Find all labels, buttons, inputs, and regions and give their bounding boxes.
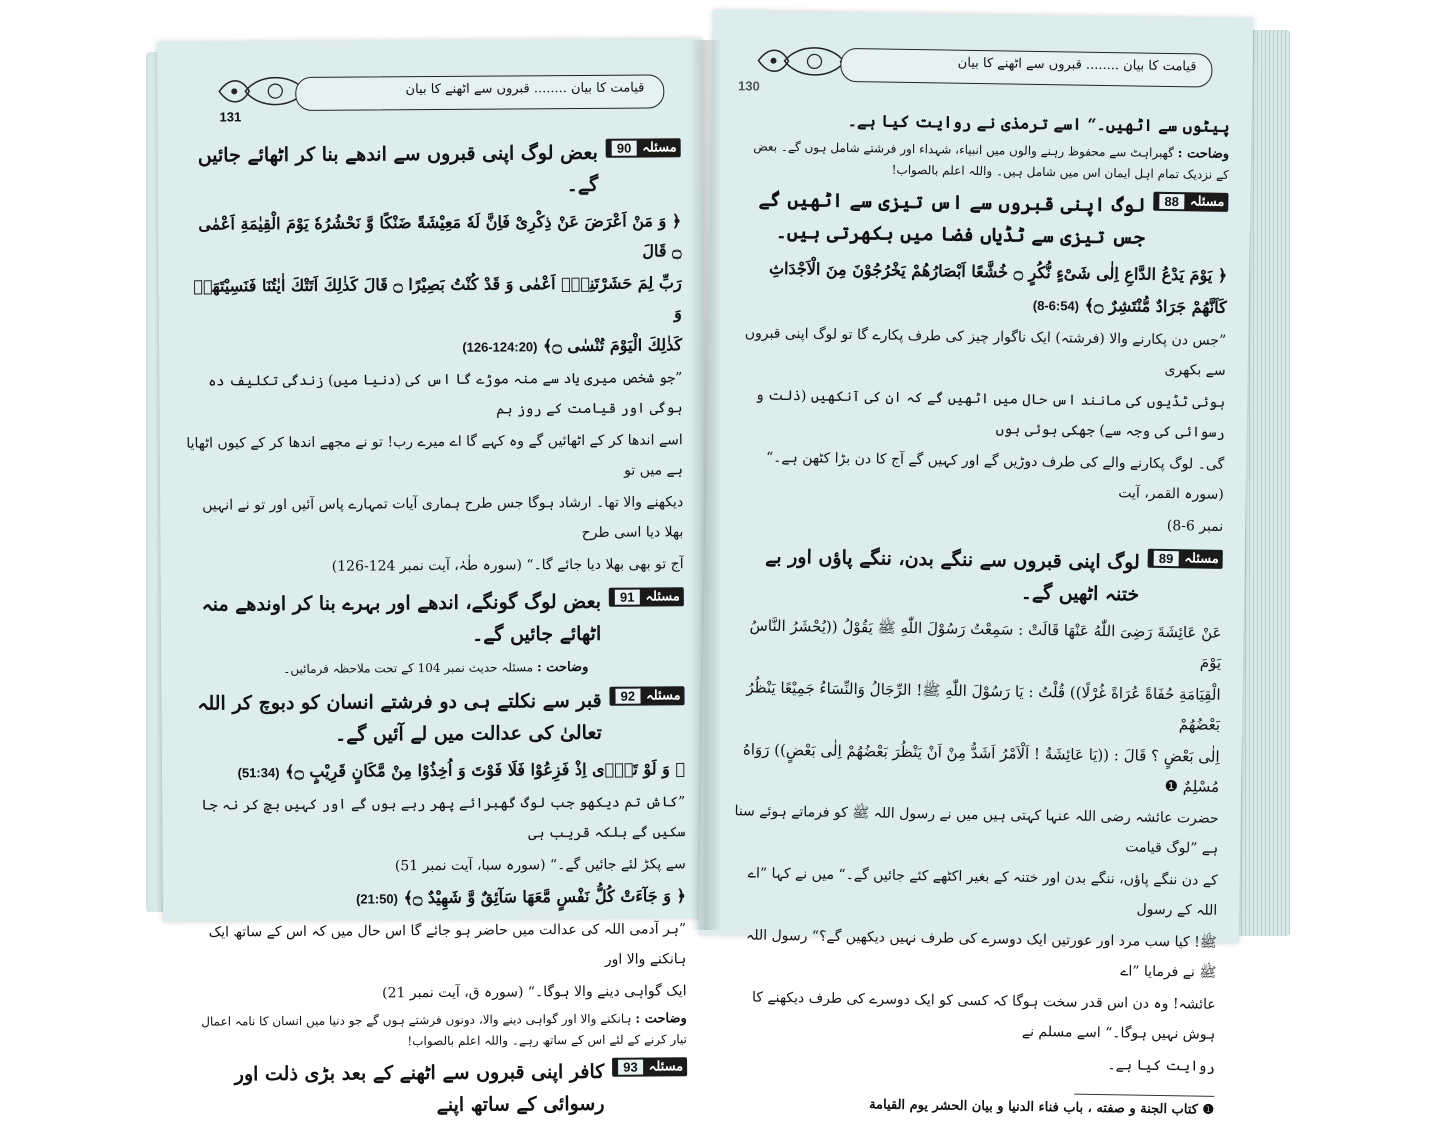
masala-badge: مسئلہ 91 — [609, 587, 684, 607]
urdu-translation: اسے اندھا کر کے اٹھائیں گے وہ کہے گا اے میرے رب! تو نے مجھے اندھا کر کے کیوں اٹھایا ہے میں تو — [186, 432, 683, 479]
urdu-translation: آج تو بھی بھلا دیا جائے گا۔“ (سورہ طٰہٰ، آیت نمبر 124-126) — [331, 556, 684, 575]
verse-reference: (51:34) — [237, 765, 280, 781]
masala-title: کافر اپنی قبروں سے اٹھنے کے بعد بڑی ذلت اور رسوائی کے ساتھ اپنے — [234, 1060, 605, 1116]
page-content — [184, 130, 687, 1116]
explanation-note: وضاحت : ہانکنے والا اور گواہی دینے والا، دونوں فرشتے ہوں گے جو دنیا میں انسان کا نامہ اعمال تیار کرنے کے لئے اس کے ساتھ رہے۔ واللہ اعلم بالصواب! — [201, 1011, 687, 1049]
urdu-translation: کے دن ننگے پاؤں، ننگے بدن اور ختنہ کے بغیر اکٹھے کئے جائیں گے۔“ میں نے کہا ”اے اللہ کے رسول — [747, 865, 1218, 919]
urdu-text: پیٹوں سے اٹھیں۔“ اسے ترمذی نے روایت کیا ہے۔ — [847, 110, 1230, 136]
hadith-text: عَنْ عَائِشَةَ رَضِىَ اللّٰهُ عَنْهَا قَالَتْ : سَمِعْتُ رَسُوْلَ اللّٰهِ ﷺ يَقُوْلُ ((يُحْشَرُ النَّاسُ يَوْمَ — [749, 616, 1222, 672]
verse-reference: (8-6:54) — [1032, 297, 1080, 314]
masala-number: 90 — [612, 141, 637, 156]
masala-badge: مسئلہ 89 — [1148, 549, 1223, 569]
masala-title: بعض لوگ اپنی قبروں سے اندھے بنا کر اٹھائے جائیں گے۔ — [197, 141, 599, 197]
verse-reference: (126-124:20) — [462, 339, 538, 355]
masala-heading — [187, 684, 684, 751]
page-header — [730, 36, 1235, 108]
masala-heading — [184, 136, 681, 203]
masala-title: قبر سے نکلتے ہی دو فرشتے انسان کو دبوچ کر اللہ تعالیٰ کی عدالت میں لے آئیں گے۔ — [197, 689, 602, 746]
masala-badge: مسئلہ 88 — [1153, 192, 1228, 212]
urdu-translation: عائشہ! وہ دن اس قدر سخت ہوگا کہ کسی کو ایک دوسرے کی طرف دیکھنے کا ہوش نہیں ہوگا۔“ اسے مسلم نے — [751, 989, 1216, 1043]
urdu-translation: سے پکڑ لئے جائیں گے۔“ (سورہ سبا، آیت نمبر 51) — [394, 856, 686, 875]
quran-verse: ﴿ يَوْمَ يَدْعُ الدَّاعِ اِلٰى شَىْءٍ نُّكُرٍ ۝ خُشَّعًا اَبْصَارُهُمْ يَخْرُجُوْنَ مِنَ الْاَجْدَاثِ — [768, 258, 1228, 285]
hadith-text: الْقِيَامَةِ حُفَاةً عُرَاةً غُرْلًا)) قُلْتُ : يَا رَسُوْلَ اللّٰهِ ﷺ! الرِّجَالُ وَالنِّسَاءُ جَمِيْعًا يَنْظُرُ بَعْضُهُمْ — [746, 678, 1221, 734]
urdu-translation: دیکھنے والا تھا۔ ارشاد ہوگا جس طرح ہماری آیات تمہارے پاس آئیں اور تو نے انہیں بھلا دیا اسی طرح — [202, 494, 684, 541]
masala-heading — [190, 1055, 687, 1122]
explanation-note: وضاحت : گھبراہٹ سے محفوظ رہنے والوں میں انبیاء، شہداء اور فرشتے شامل ہوں گے۔ بعض کے نزدیک تمام اہل ایمان اس میں شامل ہیں۔ واللہ اعلم بالصواب! — [753, 139, 1230, 182]
explanation-note: وضاحت : مسئلہ حدیث نمبر 104 کے تحت ملاحظہ فرمائیں۔ — [283, 659, 589, 677]
urdu-translation: گی۔ لوگ پکارنے والے کی طرف دوڑیں گے اور کہیں گے آج کا دن بڑا کٹھن ہے۔“ (سورہ القمر، آیت — [765, 449, 1225, 503]
masala-number: 88 — [1159, 194, 1184, 209]
hadith-text: اِلٰى بَعْضٍ ؟ قَالَ : ((يَا عَائِشَةُ ! اَلْاَمْرُ اَشَدُّ مِنْ اَنْ يَنْظُرَ بَعْضُهُمْ اِلٰى بَعْضٍ)) رَوَاهُ مُسْلِمٌ ❶ — [742, 740, 1220, 796]
urdu-translation: ﷺ! کیا سب مرد اور عورتیں ایک دوسرے کی طرف نہیں دیکھیں گے؟“ رسول اللہ ﷺ نے فرمایا ”اے — [745, 927, 1217, 981]
masala-title: لوگ اپنی قبروں سے اس تیزی سے اٹھیں گے جس تیزی سے ٹڈیاں فضا میں بکھرتی ہیں۔ — [758, 188, 1146, 249]
masala-number: 92 — [616, 689, 641, 704]
urdu-translation: ایک گواہی دینے والا ہوگا۔“ (سورہ ق، آیت نمبر 21) — [382, 983, 687, 1002]
masala-number: 91 — [615, 590, 640, 605]
masala-heading — [736, 183, 1229, 255]
urdu-translation: ”جو شخص میری یاد سے منہ موڑے گا اس کی (دنیا میں) زندگی تکلیف دہ ہوگی اور قیامت کے روز ہم — [208, 370, 683, 418]
masala-badge: مسئلہ 93 — [612, 1057, 687, 1077]
urdu-translation: روایت کیا ہے۔ — [1107, 1057, 1215, 1075]
masala-number: 93 — [618, 1060, 643, 1075]
masala-badge: مسئلہ 90 — [606, 138, 681, 158]
quran-verse: ﴿ وَ لَوْ تَرٰۤى اِذْ فَزِعُوْا فَلَا فَوْتَ وَ اُخِذُوْا مِنْ مَّكَانٍ قَرِيْبٍ ۝﴾ (51:34) — [237, 759, 686, 782]
page-number: 131 — [219, 109, 242, 125]
quran-verse: ﴿ وَ جَآءَتْ كُلُّ نَفْسٍ مَّعَهَا سَآئِقٌ وَّ شَهِيْدٌ ۝﴾ (21:50) — [355, 886, 686, 908]
right-page — [699, 10, 1253, 1118]
masala-number: 89 — [1154, 551, 1179, 566]
masala-title: بعض لوگ گونگے، اندھے اور بہرے بنا کر اوندھے منہ اٹھائے جائیں گے۔ — [201, 590, 602, 646]
quran-verse: كَذٰلِكَ الْيَوْمَ تُنْسٰى ۝﴾ (126-124:20) — [462, 335, 683, 356]
footnote: ❶ كتاب الجنة و صفته ، باب فناء الدنيا و بيان الحشر يوم القيامة — [869, 1097, 1215, 1118]
page-number: 130 — [737, 78, 760, 94]
urdu-translation: ہوئی ٹڈیوں کی مانند اس حال میں اٹھیں گے کہ ان کی آنکھیں (ذلت و رسوائی کی وجہ سے) جھکی ہوئی ہوں — [755, 387, 1226, 441]
quran-verse: ﴿ وَ مَنْ اَعْرَضَ عَنْ ذِكْرِىْ فَاِنَّ لَهٗ مَعِيْشَةً ضَنْكًا وَّ نَحْشُرُهٗ يَوْمَ الْقِيٰمَةِ اَعْمٰى ۝ قَالَ — [198, 211, 682, 261]
urdu-translation: ”ہر آدمی اللہ کی عدالت میں حاضر ہو جائے گا اس حال میں کہ اس کے ساتھ ایک ہانکنے والا اور — [208, 921, 687, 968]
quran-verse: كَاَنَّهُمْ جَرَادٌ مُّنْتَشِرٌ ۝﴾ (8-6:54) — [1032, 295, 1227, 317]
footnote-divider — [1074, 1094, 1214, 1097]
masala-heading — [187, 585, 684, 652]
masala-badge: مسئلہ 92 — [610, 686, 685, 706]
running-header-title: قیامت کا بیان ........ قبروں سے اٹھنے کا بیان — [957, 55, 1197, 75]
urdu-translation: حضرت عائشہ رضی اللہ عنہا کہتی ہیں میں نے رسول اللہ ﷺ کو فرماتے ہوئے سنا ہے ”لوگ قیامت — [734, 803, 1219, 857]
quran-verse: رَبِّ لِمَ حَشَرْتَنِىْۤ اَعْمٰى وَ قَدْ كُنْتُ بَصِيْرًا ۝ قَالَ كَذٰلِكَ اَتَتْكَ اٰيٰتُنَا فَنَسِيْتَهَاۚ وَ — [193, 273, 682, 323]
running-header-title: قیامت کا بیان ........ قبروں سے اٹھنے کا بیان — [405, 80, 645, 98]
left-page — [157, 38, 708, 1116]
page-header — [175, 64, 684, 132]
masala-title: لوگ اپنی قبروں سے ننگے بدن، ننگے پاؤں اور بے ختنہ اٹھیں گے۔ — [765, 545, 1140, 606]
page-content — [725, 102, 1230, 1118]
urdu-translation: ”جس دن پکارنے والا (فرشتہ) ایک ناگوار چیز کی طرف پکارے گا تو لوگ اپنی قبروں سے بکھری — [744, 325, 1227, 379]
masala-heading — [730, 540, 1223, 612]
urdu-translation: ”کاش تم دیکھو جب لوگ گھبرائے پھر رہے ہوں گے اور کہیں بچ کر نہ جا سکیں گے بلکہ قریب ہی — [201, 794, 686, 842]
urdu-translation: نمبر 6-8) — [1166, 518, 1224, 535]
verse-reference: (21:50) — [355, 891, 399, 907]
